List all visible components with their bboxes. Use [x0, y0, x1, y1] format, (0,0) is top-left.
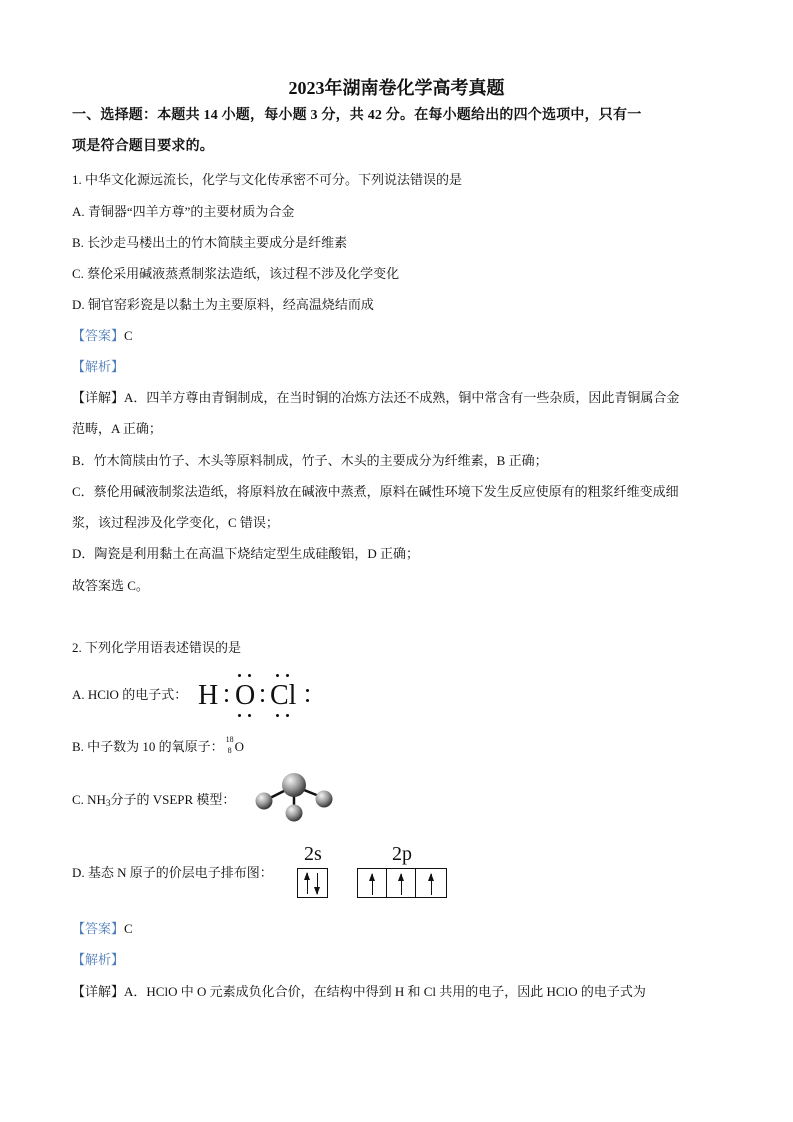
isotope-notation — [224, 735, 246, 756]
electron-dot — [286, 674, 289, 677]
option-b-label: B. 中子数为 10 的氧原子： — [72, 739, 224, 754]
electron-dot — [306, 689, 309, 692]
electron-dot — [261, 689, 264, 692]
electron-dot — [306, 699, 309, 702]
question-1-option-d: D. 铜官窑彩瓷是以黏土为主要原料，经高温烧结而成 — [72, 297, 374, 312]
electron-dot — [238, 714, 241, 717]
question-1-detail-line — [72, 389, 724, 407]
option-c-label-prefix: C. NH — [72, 792, 106, 807]
option-c-label-suffix: 分子的 VSEPR 模型： — [110, 792, 236, 807]
question-1-option-a: A. 青铜器“四羊方尊”的主要材质为合金 — [72, 204, 295, 219]
question-1-option-c: C. 蔡伦采用碱液蒸煮制浆法造纸，该过程不涉及化学变化 — [72, 266, 400, 281]
orbital-2s-label: 2s — [304, 843, 322, 865]
question-2-option-d-label: D. 基态 N 原子的价层电子排布图： — [72, 865, 273, 880]
electron-dot — [276, 714, 279, 717]
spin-up-arrow-icon — [431, 874, 432, 895]
spin-up-arrow-icon — [372, 874, 373, 895]
question-2-option-c — [72, 791, 724, 812]
element-symbol: O — [234, 739, 245, 754]
electron-dot — [261, 699, 264, 702]
option-c-subscript: 3 — [105, 798, 111, 808]
atom-h: H — [198, 680, 219, 711]
detail-label: 【详解】 — [72, 390, 125, 405]
electron-dot — [238, 674, 241, 677]
question-1-conclusion: 故答案选 C。 — [72, 578, 149, 593]
question-1-detail-line: 浆，该过程涉及化学变化，C 错误； — [72, 515, 279, 530]
question-2-stem: 2. 下列化学用语表述错误的是 — [72, 640, 242, 655]
electron-dot — [248, 714, 251, 717]
question-1-detail-line: C．蔡伦用碱液制浆法造纸，将原料放在碱液中蒸煮，原料在碱性环境下发生反应使原有的粗浆纤维变成细 — [72, 484, 679, 499]
spin-up-arrow-icon — [401, 874, 402, 895]
section-heading-line2: 项是符合题目要求的。 — [72, 139, 214, 154]
detail-text: A．HClO 中 O 元素成负化合价，在结构中得到 H 和 Cl 共用的电子，因此 HClO 的电子式为 — [124, 984, 646, 999]
detail-label: 【详解】 — [72, 984, 125, 999]
question-1-analysis-label: 【解析】 — [72, 359, 125, 374]
orbital-box-2s — [297, 868, 328, 898]
electron-dot — [276, 674, 279, 677]
question-2-answer — [72, 920, 724, 938]
answer-label: 【答案】 — [72, 921, 125, 936]
question-2-option-a-label: A. HClO 的电子式： — [72, 687, 188, 702]
electron-dot — [225, 699, 228, 702]
detail-text: A．四羊方尊由青铜制成，在当时铜的冶炼方法还不成熟，铜中常含有一些杂质，因此青铜属合金 — [124, 390, 680, 405]
question-1-detail-line: D．陶瓷是利用黏土在高温下烧结定型生成硅酸铝，D 正确； — [72, 546, 420, 561]
mass-number: 18 — [225, 735, 234, 744]
question-1-stem: 1. 中华文化源远流长，化学与文化传承密不可分。下列说法错误的是 — [72, 172, 463, 187]
vsepr-model-icon — [250, 770, 340, 825]
question-2-detail-line — [72, 983, 724, 1001]
electron-dot — [248, 674, 251, 677]
spin-up-arrow-icon — [307, 873, 308, 894]
question-2-analysis-label: 【解析】 — [72, 952, 125, 967]
question-1-answer — [72, 327, 724, 345]
answer-label: 【答案】 — [72, 328, 125, 343]
question-1-detail-line: 范畴，A 正确； — [72, 421, 162, 436]
spin-down-arrow-icon — [317, 873, 318, 894]
question-1-detail-line: B．竹木简牍由竹子、木头等原料制成，竹子、木头的主要成分为纤维素，B 正确； — [72, 453, 548, 468]
question-1-option-b: B. 长沙走马楼出土的竹木简牍主要成分是纤维素 — [72, 235, 348, 250]
orbital-box-2p — [357, 868, 447, 898]
section-heading-line1: 一、选择题：本题共 14 小题，每小题 3 分，共 42 分。在每小题给出的四个选项中，只有一 — [72, 108, 642, 123]
answer-value: C — [124, 328, 133, 343]
question-2-option-b — [72, 735, 724, 756]
orbital-2p-label: 2p — [392, 843, 412, 865]
page-title: 2023年湖南卷化学高考真题 — [288, 78, 505, 98]
hclo-electron-formula — [198, 672, 328, 720]
atomic-number: 8 — [227, 746, 232, 755]
answer-value: C — [124, 921, 133, 936]
atom-cl: Cl — [270, 680, 297, 711]
atom-o: O — [235, 680, 256, 711]
electron-dot — [286, 714, 289, 717]
electron-dot — [225, 689, 228, 692]
